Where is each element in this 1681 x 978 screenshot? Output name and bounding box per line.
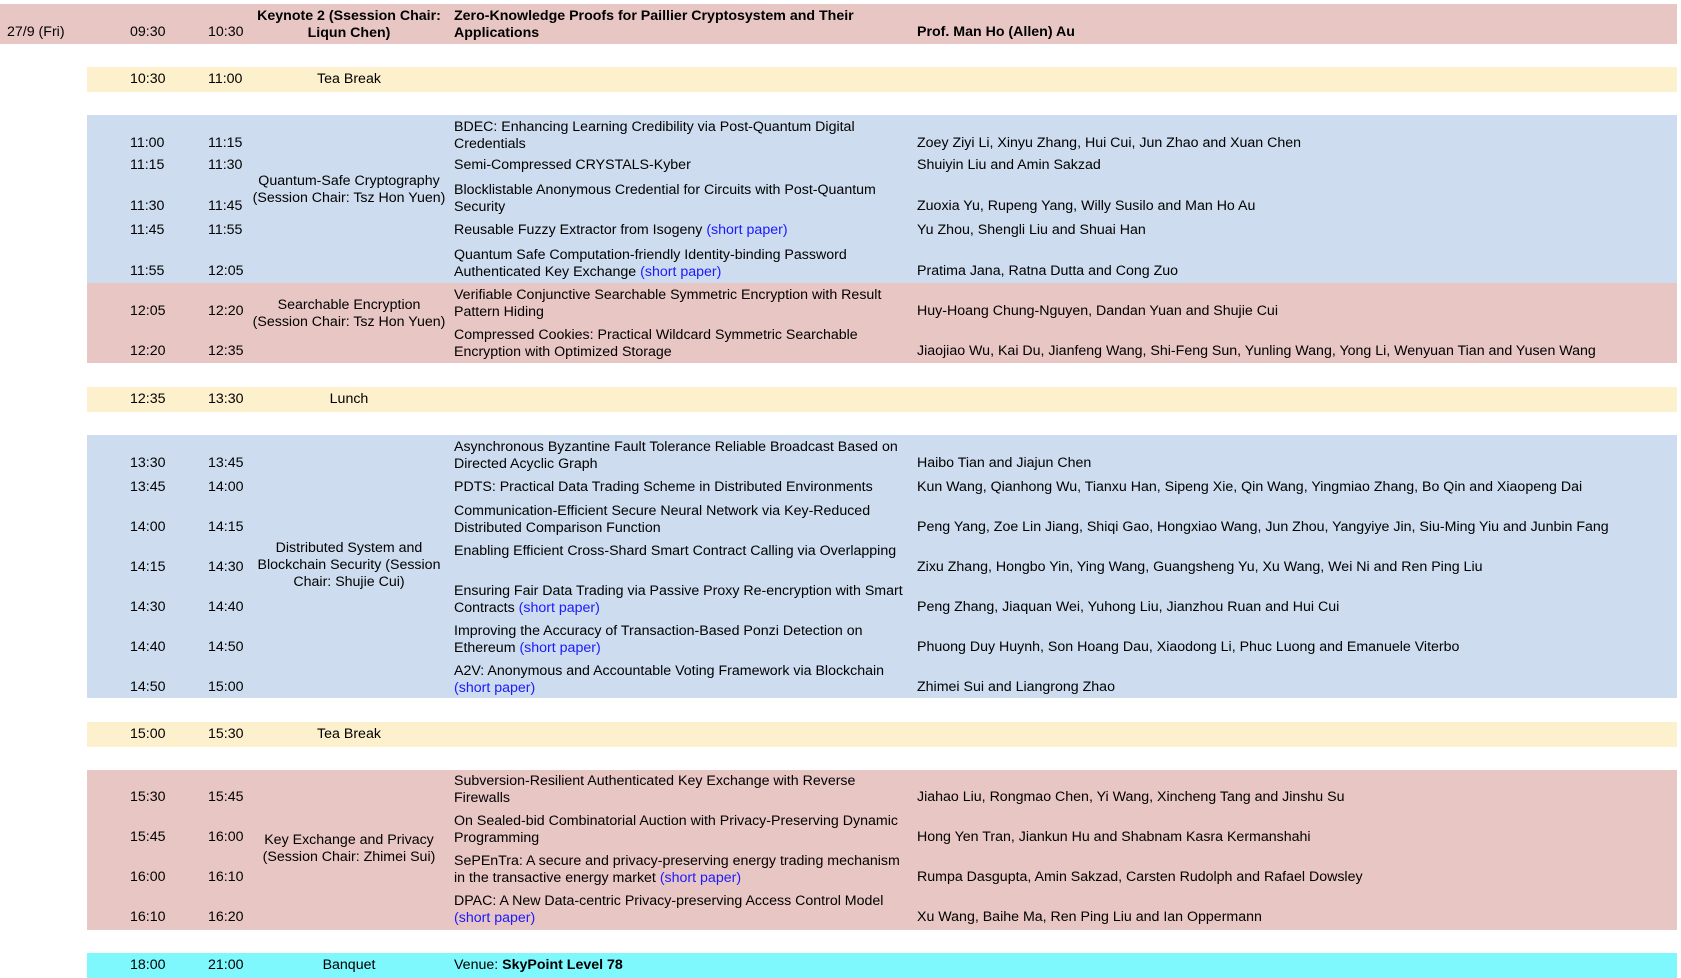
paper-authors: Haibo Tian and Jiajun Chen <box>917 455 1092 471</box>
paper-title: Verifiable Conjunctive Searchable Symmetric Encryption with Result Pattern Hiding <box>454 287 882 320</box>
keyexchange-session-name: Key Exchange and Privacy (Session Chair: Zhimei Sui) <box>262 832 436 865</box>
keynote-title: Zero-Knowledge Proofs for Paillier Cryptosystem and Their Applications <box>454 8 854 41</box>
searchable-session-name: Searchable Encryption (Session Chair: Tsz Hon Yuen) <box>252 297 446 330</box>
end-time: 14:50 <box>208 639 244 655</box>
paper-authors: Zhimei Sui and Liangrong Zhao <box>917 679 1115 695</box>
paper-title: Subversion-Resilient Authenticated Key Exchange with Reverse Firewalls <box>454 773 856 806</box>
short-paper-tag: (short paper) <box>640 264 722 280</box>
end-time: 12:20 <box>208 303 244 319</box>
start-time: 13:30 <box>130 455 166 471</box>
paper-authors: Xu Wang, Baihe Ma, Ren Ping Liu and Ian Oppermann <box>917 909 1262 925</box>
start-time: 15:30 <box>130 789 166 805</box>
quantum-session-name: Quantum-Safe Cryptography (Session Chair: Tsz Hon Yuen) <box>252 173 446 206</box>
break-label: Tea Break <box>317 71 381 87</box>
paper-title: On Sealed-bid Combinatorial Auction with Privacy-Preserving Dynamic Programming <box>454 813 898 846</box>
short-paper-tag: (short paper) <box>659 870 742 886</box>
end-time: 15:00 <box>208 679 244 695</box>
end-time: 11:55 <box>208 222 243 238</box>
end-time: 12:35 <box>208 343 244 359</box>
break-label: Lunch <box>329 391 369 407</box>
end-time: 21:00 <box>208 957 244 973</box>
start-time: 12:05 <box>130 303 166 319</box>
end-time: 10:30 <box>208 24 244 40</box>
end-time: 11:30 <box>208 157 243 173</box>
paper-title: Reusable Fuzzy Extractor from Isogeny (short paper) <box>454 222 788 238</box>
paper-authors: Zoey Ziyi Li, Xinyu Zhang, Hui Cui, Jun Zhao and Xuan Chen <box>917 135 1302 151</box>
paper-title: Improving the Accuracy of Transaction-Based Ponzi Detection on Ethereum (short paper) <box>454 623 863 656</box>
paper-title: Ensuring Fair Data Trading via Passive Proxy Re-encryption with Smart Contracts (short paper) <box>454 583 903 616</box>
paper-authors: Peng Zhang, Jiaquan Wei, Yuhong Liu, Jianzhou Ruan and Hui Cui <box>917 599 1340 615</box>
keynote-session-name: Keynote 2 (Ssession Chair: Liqun Chen) <box>257 8 441 41</box>
start-time: 09:30 <box>130 24 166 40</box>
start-time: 16:00 <box>130 869 166 885</box>
start-time: 12:35 <box>130 391 166 407</box>
start-time: 10:30 <box>130 71 166 87</box>
banquet-label: Banquet <box>322 957 376 973</box>
paper-title: Compressed Cookies: Practical Wildcard Symmetric Searchable Encryption with Optimized Storage <box>454 327 858 360</box>
banquet-row <box>0 953 1681 978</box>
end-time: 14:40 <box>208 599 244 615</box>
end-time: 14:15 <box>208 519 244 535</box>
start-time: 13:45 <box>130 479 166 495</box>
short-paper-tag: (short paper) <box>454 910 536 926</box>
paper-authors: Huy-Hoang Chung-Nguyen, Dandan Yuan and Shujie Cui <box>917 303 1278 319</box>
paper-authors: Zixu Zhang, Hongbo Yin, Ying Wang, Guangsheng Yu, Xu Wang, Wei Ni and Ren Ping Liu <box>917 559 1483 575</box>
paper-title: Enabling Efficient Cross-Shard Smart Contract Calling via Overlapping <box>454 543 897 559</box>
paper-title: SePEnTra: A secure and privacy-preserving energy trading mechanism in the transactive energy market (short paper) <box>454 853 900 886</box>
paper-title: Blocklistable Anonymous Credential for Circuits with Post-Quantum Security <box>454 182 876 215</box>
paper-authors: Jiahao Liu, Rongmao Chen, Yi Wang, Xincheng Tang and Jinshu Su <box>917 789 1345 805</box>
end-time: 14:00 <box>208 479 244 495</box>
short-paper-tag: (short paper) <box>706 222 788 238</box>
tea-break-row-1 <box>0 67 1681 92</box>
end-time: 16:00 <box>208 829 244 845</box>
lunch-row <box>0 387 1681 412</box>
end-time: 11:15 <box>208 135 243 151</box>
start-time: 11:45 <box>130 222 165 238</box>
start-time: 15:45 <box>130 829 166 845</box>
paper-title: DPAC: A New Data-centric Privacy-preserving Access Control Model (short paper) <box>454 893 884 926</box>
start-time: 14:40 <box>130 639 166 655</box>
end-time: 13:45 <box>208 455 244 471</box>
paper-authors: Peng Yang, Zoe Lin Jiang, Shiqi Gao, Hongxiao Wang, Jun Zhou, Yangyiye Jin, Siu-Ming Yiu and Junbin Fang <box>917 519 1609 535</box>
paper-title: PDTS: Practical Data Trading Scheme in Distributed Environments <box>454 479 873 495</box>
break-label: Tea Break <box>317 726 381 742</box>
short-paper-tag: (short paper) <box>519 640 601 656</box>
end-time: 13:30 <box>208 391 244 407</box>
start-time: 11:15 <box>130 157 165 173</box>
distributed-session-name: Distributed System and Blockchain Security (Session Chair: Shujie Cui) <box>257 540 441 590</box>
paper-authors: Zuoxia Yu, Rupeng Yang, Willy Susilo and Man Ho Au <box>917 198 1256 214</box>
paper-authors: Kun Wang, Qianhong Wu, Tianxu Han, Sipeng Xie, Qin Wang, Yingmiao Zhang, Bo Qin and Xiaopeng Dai <box>917 479 1583 495</box>
tea-break-row-2 <box>0 722 1681 747</box>
paper-authors: Hong Yen Tran, Jiankun Hu and Shabnam Kasra Kermanshahi <box>917 829 1311 845</box>
end-time: 12:05 <box>208 263 244 279</box>
venue-name: SkyPoint Level 78 <box>502 957 623 973</box>
paper-title: Quantum Safe Computation-friendly Identity-binding Password Authenticated Key Exchange (short paper) <box>454 247 847 280</box>
start-time: 14:30 <box>130 599 166 615</box>
start-time: 14:00 <box>130 519 166 535</box>
paper-title: A2V: Anonymous and Accountable Voting Framework via Blockchain (short paper) <box>454 663 885 696</box>
start-time: 15:00 <box>130 726 166 742</box>
start-time: 11:00 <box>130 135 165 151</box>
end-time: 15:45 <box>208 789 244 805</box>
paper-title: Semi-Compressed CRYSTALS-Kyber <box>454 157 691 173</box>
start-time: 14:15 <box>130 559 166 575</box>
start-time: 12:20 <box>130 343 166 359</box>
start-time: 11:55 <box>130 263 165 279</box>
paper-authors: Jiaojiao Wu, Kai Du, Jianfeng Wang, Shi-Feng Sun, Yunling Wang, Yong Li, Wenyuan Tian and Yusen Wang <box>917 343 1596 359</box>
keynote-row <box>0 4 1681 44</box>
short-paper-tag: (short paper) <box>454 680 536 696</box>
start-time: 11:30 <box>130 198 165 214</box>
keynote-speaker: Prof. Man Ho (Allen) Au <box>917 24 1075 40</box>
start-time: 14:50 <box>130 679 166 695</box>
paper-title: BDEC: Enhancing Learning Credibility via Post-Quantum Digital Credentials <box>454 119 855 152</box>
paper-authors: Pratima Jana, Ratna Dutta and Cong Zuo <box>917 263 1179 279</box>
short-paper-tag: (short paper) <box>518 600 600 616</box>
banquet-venue: Venue: SkyPoint Level 78 <box>454 957 623 973</box>
paper-authors: Yu Zhou, Shengli Liu and Shuai Han <box>917 222 1146 238</box>
start-time: 16:10 <box>130 909 166 925</box>
start-time: 18:00 <box>130 957 166 973</box>
paper-authors: Phuong Duy Huynh, Son Hoang Dau, Xiaodong Li, Phuc Luong and Emanuele Viterbo <box>917 639 1460 655</box>
paper-authors: Shuiyin Liu and Amin Sakzad <box>917 157 1101 173</box>
end-time: 16:10 <box>208 869 244 885</box>
paper-title: Asynchronous Byzantine Fault Tolerance Reliable Broadcast Based on Directed Acyclic Graph <box>454 439 898 472</box>
end-time: 14:30 <box>208 559 244 575</box>
end-time: 11:45 <box>208 198 243 214</box>
paper-authors: Rumpa Dasgupta, Amin Sakzad, Carsten Rudolph and Rafael Dowsley <box>917 869 1363 885</box>
end-time: 11:00 <box>208 71 243 87</box>
end-time: 15:30 <box>208 726 244 742</box>
day-label: 27/9 (Fri) <box>7 24 65 40</box>
end-time: 16:20 <box>208 909 244 925</box>
paper-title: Communication-Efficient Secure Neural Network via Key-Reduced Distributed Comparison Function <box>454 503 871 536</box>
